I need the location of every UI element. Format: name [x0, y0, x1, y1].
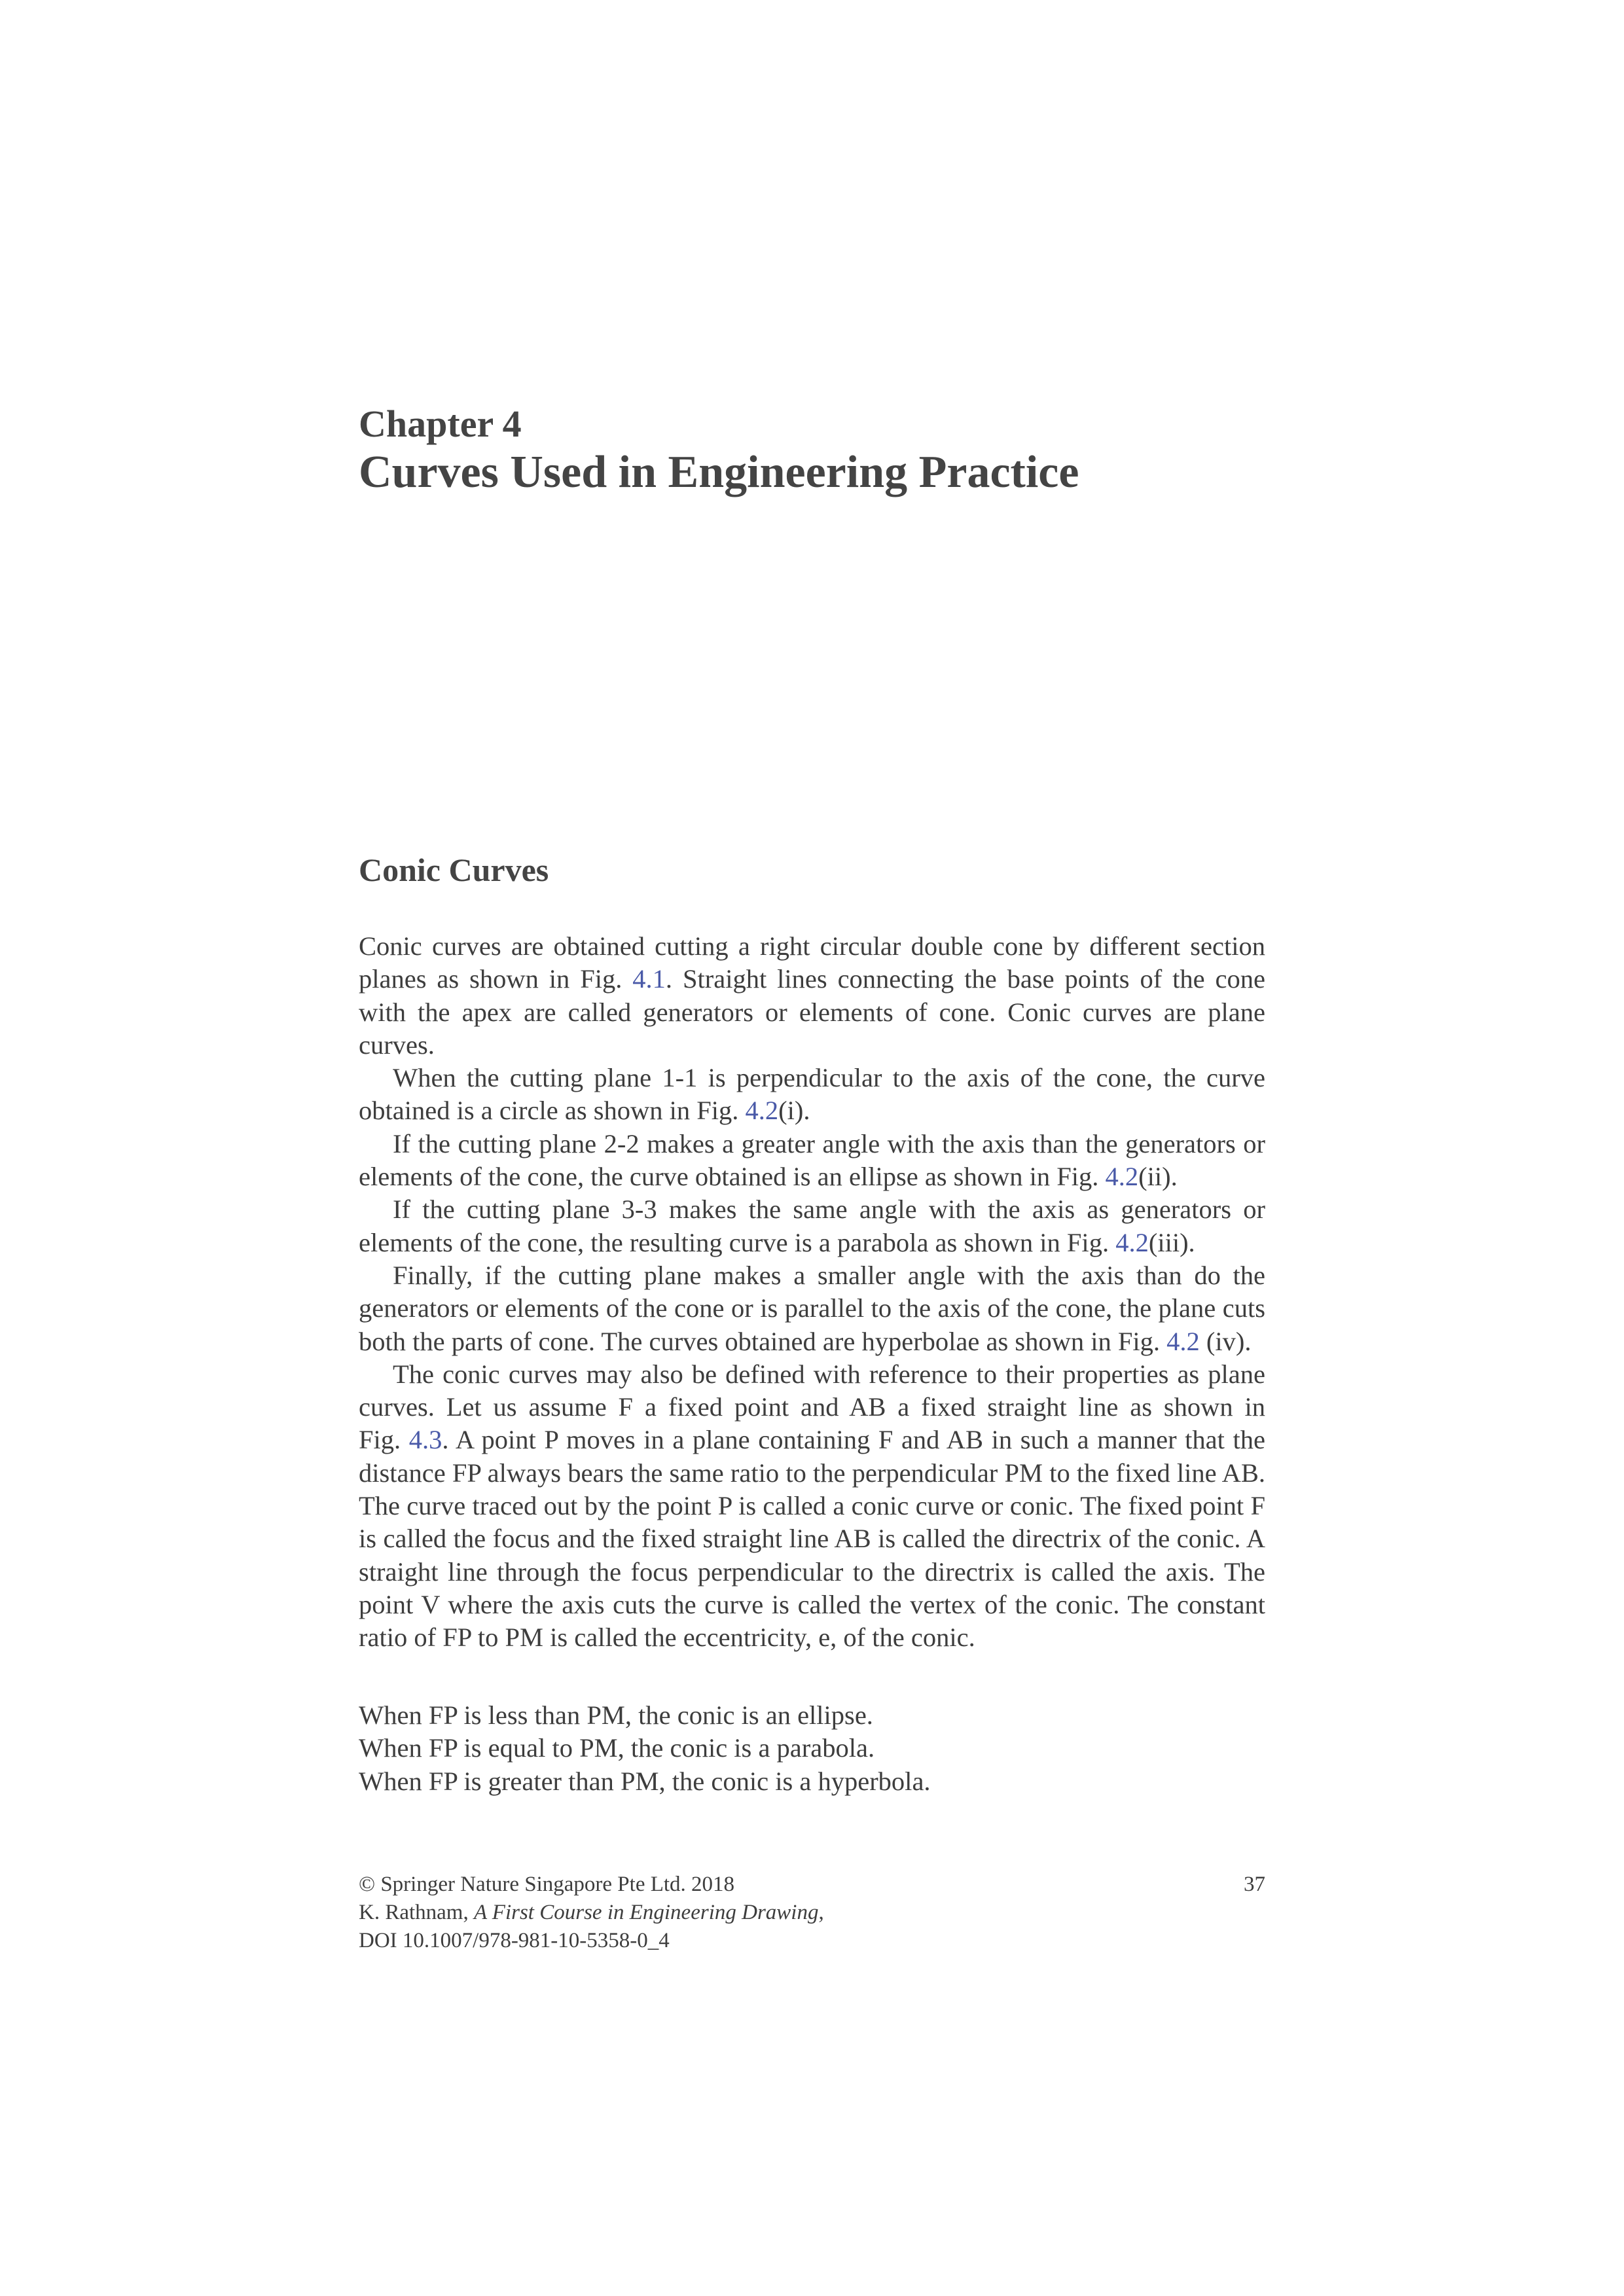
- figure-link[interactable]: 4.1: [632, 964, 666, 994]
- chapter-label: Chapter 4: [359, 403, 522, 445]
- paragraph: [359, 1193, 1265, 1259]
- paragraph-text: (iv).: [1199, 1326, 1252, 1356]
- figure-link[interactable]: 4.3: [408, 1425, 442, 1455]
- conditions-list: [359, 1699, 931, 1798]
- book-title: A First Course in Engineering Drawing: [473, 1901, 819, 1924]
- figure-link[interactable]: 4.2: [1115, 1227, 1149, 1257]
- chapter-title: Curves Used in Engineering Practice: [359, 447, 1079, 497]
- figure-link[interactable]: 4.2: [1105, 1162, 1139, 1192]
- paragraph: [359, 1128, 1265, 1194]
- paragraph-text: (iii).: [1148, 1227, 1195, 1257]
- body-text: [359, 930, 1265, 1655]
- paragraph-text: When the cutting plane 1-1 is perpendicular to the axis of the cone, the curve obtained is a circle as shown in Fig.: [359, 1063, 1265, 1126]
- doi-line: DOI 10.1007/978-981-10-5358-0_4: [359, 1929, 670, 1952]
- citation-comma: ,: [818, 1901, 824, 1924]
- paragraph-text: If the cutting plane 3-3 makes the same angle with the axis as generators or elements of the cone, the resulting curve is a parabola as shown in Fig.: [359, 1194, 1265, 1257]
- paragraph-text: Conic curves are obtained cutting a right circular double cone by different section planes as shown in Fig.: [359, 931, 1265, 994]
- paragraph-text: . A point P moves in a plane containing F and AB in such a manner that the distance FP always bears the same ratio to the perpendicular PM to the fixed line AB. The curve traced out by the point P is called a conic curve or conic. The fixed point F is called the focus and the fixed straight line AB is called the directrix of the conic. A straight line through the focus perpendicular to the directrix is called the axis. The point V where the axis cuts the curve is called the vertex of the conic. The constant ratio of FP to PM is called the eccentricity, e, of the conic.: [359, 1425, 1265, 1653]
- paragraph-text: Finally, if the cutting plane makes a smaller angle with the axis than do the generators or elements of the cone or is parallel to the axis of the cone, the plane cuts both the parts of cone. The curves obtained are hyperbolae as shown in Fig.: [359, 1260, 1265, 1356]
- condition-line: When FP is less than PM, the conic is an ellipse.: [359, 1700, 873, 1730]
- paragraph-text: (ii).: [1138, 1162, 1178, 1192]
- paragraph-text: . Straight lines connecting the base points of the cone with the apex are called generators or elements of cone. Conic curves are plane curves.: [359, 964, 1265, 1060]
- paragraph: [359, 1259, 1265, 1358]
- figure-link[interactable]: 4.2: [745, 1096, 779, 1126]
- paragraph: [359, 930, 1265, 1062]
- footer: [359, 1871, 824, 1955]
- author-name: K. Rathnam,: [359, 1901, 474, 1924]
- paragraph-text: (i).: [778, 1096, 810, 1126]
- paragraph-text: The conic curves may also be defined with reference to their properties as plane curves. Let us assume F a fixed point and AB a fixed straight line as shown in Fig.: [359, 1359, 1265, 1455]
- section-heading: Conic Curves: [359, 852, 549, 888]
- citation-line: [359, 1899, 824, 1927]
- page-number: 37: [1244, 1873, 1265, 1896]
- copyright-line: © Springer Nature Singapore Pte Ltd. 2018: [359, 1873, 735, 1896]
- paragraph: [359, 1358, 1265, 1655]
- condition-line: When FP is greater than PM, the conic is a hyperbola.: [359, 1766, 931, 1796]
- condition-line: When FP is equal to PM, the conic is a parabola.: [359, 1733, 875, 1763]
- figure-link[interactable]: 4.2: [1166, 1326, 1200, 1356]
- paragraph: [359, 1062, 1265, 1128]
- paragraph-text: If the cutting plane 2-2 makes a greater angle with the axis than the generators or elements of the cone, the curve obtained is an ellipse as shown in Fig.: [359, 1128, 1265, 1192]
